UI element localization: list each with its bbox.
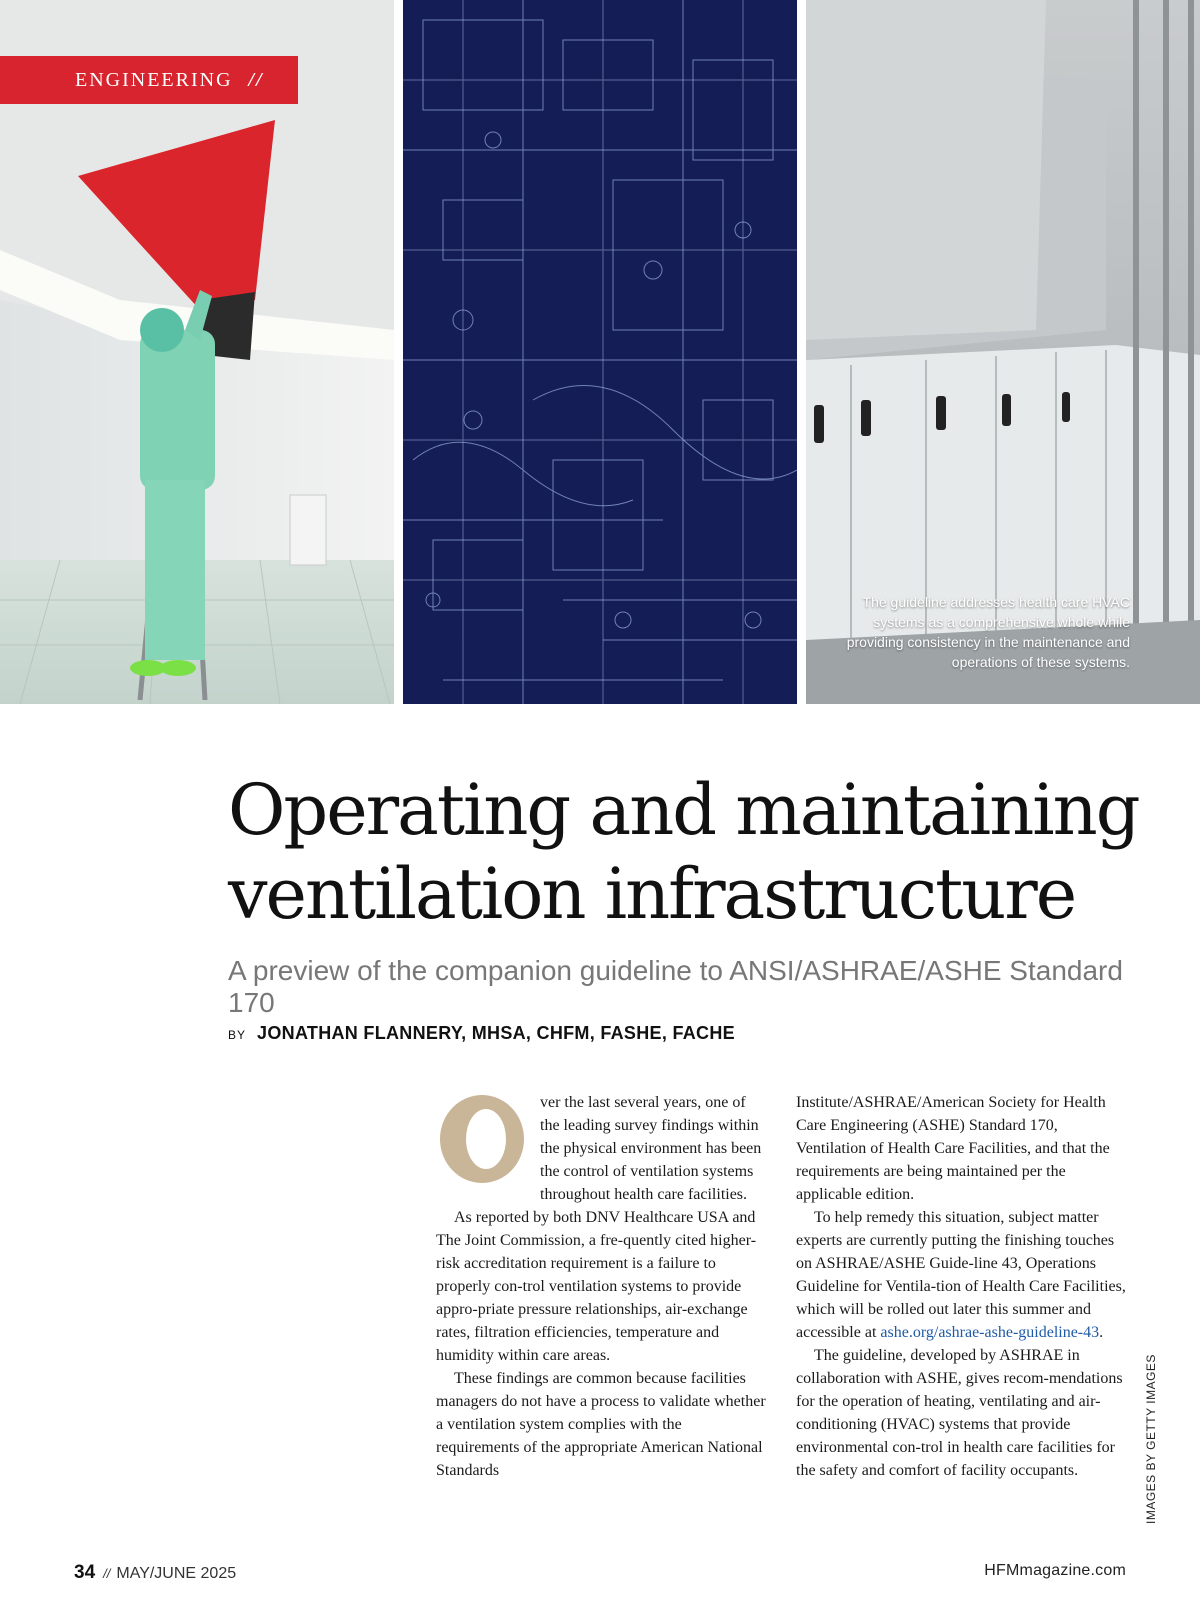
dropcap-letter-o-icon <box>436 1091 532 1187</box>
byline <box>228 1023 735 1044</box>
section-tag <box>0 56 298 104</box>
photo-caption: The guideline addresses health care HVAC systems as a comprehensive whole while providing consistency in the maintenance and operations of these systems. <box>846 594 1130 670</box>
page-number: 34 <box>74 1562 96 1583</box>
body-paragraph: These findings are common because facilities managers do not have a process to validate whether a ventilation system complies with the requirements of the appropriate American National Standards <box>436 1370 766 1479</box>
body-paragraph: As reported by both DNV Healthcare USA and The Joint Commission, a fre-quently cited higher-risk accreditation requirement is a failure to properly con-trol ventilation systems to provide appro-priate pressure relationships, air-exchange rates, filtration efficiencies, temperature and humidity within care areas. <box>436 1209 757 1364</box>
section-tag-label: ENGINEERING <box>75 68 233 91</box>
image-credit: IMAGES BY GETTY IMAGES <box>1144 1354 1158 1524</box>
body-column-1 <box>436 1091 766 1482</box>
subhead: A preview of the companion guideline to ANSI/ASHRAE/ASHE Standard 170 <box>228 955 1123 1018</box>
body-column-2 <box>796 1091 1126 1482</box>
section-tag-slashes: // <box>248 68 264 91</box>
headline <box>228 768 1148 936</box>
headline-line-1: Operating and maintaining <box>228 769 1139 851</box>
guideline-link[interactable]: ashe.org/ashrae-ashe-guideline-43 <box>880 1324 1100 1341</box>
body-paragraph <box>796 1206 1126 1344</box>
body-paragraph: ver the last several years, one of the leading survey findings within the physical environment has been the control of ventilation systems throughout health care facilities. <box>540 1094 762 1203</box>
body-text: To help remedy this situation, subject matter experts are currently putting the finishing touches on ASHRAE/ASHE Guide-line 43, Operations Guideline for Ventila-tion of Health Care Facilities, which will be rolled out later this summer and accessible at <box>796 1209 1126 1341</box>
byline-prefix: BY <box>228 1028 247 1042</box>
body-paragraph: Institute/ASHRAE/American Society for Health Care Engineering (ASHE) Standard 170, Ventilation of Health Care Facilities, and that the requirements are being maintained per the applicable edition. <box>796 1094 1110 1203</box>
footer-separator: // <box>103 1566 111 1581</box>
footer-folio <box>74 1562 236 1584</box>
issue-date: MAY/JUNE 2025 <box>116 1565 237 1582</box>
byline-author: JONATHAN FLANNERY, MHSA, CHFM, FASHE, FACHE <box>257 1023 735 1043</box>
headline-line-2: ventilation infrastructure <box>228 853 1076 935</box>
body-paragraph: The guideline, developed by ASHRAE in collaboration with ASHE, gives recom-mendations for the operation of heating, ventilating and air-conditioning (HVAC) systems that provide environmental con-trol in health care facilities for the safety and comfort of facility occupants. <box>796 1347 1123 1479</box>
body-text: . <box>1099 1324 1104 1341</box>
photo-blueprint <box>403 0 797 704</box>
photo-technician-filter <box>0 0 394 704</box>
magazine-site[interactable]: HFMmagazine.com <box>984 1562 1126 1579</box>
